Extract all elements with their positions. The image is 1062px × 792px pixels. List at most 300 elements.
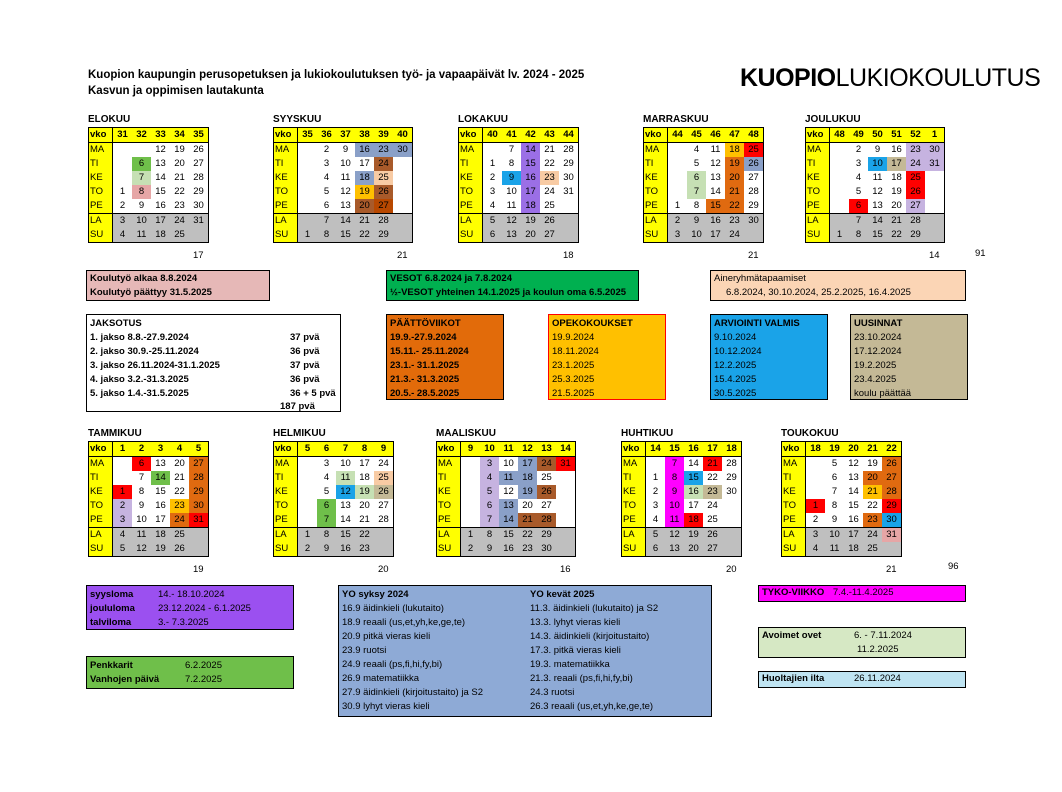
weekday-label: MA xyxy=(806,143,830,158)
day-cell: 2 xyxy=(119,200,126,211)
day-cell xyxy=(722,513,742,528)
day-cell: 26 xyxy=(193,144,204,155)
paattoviikot-items xyxy=(390,331,500,401)
day-cell: 11 xyxy=(506,200,517,211)
day-cell: 8 xyxy=(132,185,151,199)
day-cell: 11 xyxy=(825,542,844,557)
day-row-la xyxy=(806,214,945,229)
paattoviikot-box xyxy=(386,314,504,400)
weekday-label: TI xyxy=(806,157,830,171)
avoimet-date-1: 6. - 7.11.2024 xyxy=(854,630,912,641)
week-number: 41 xyxy=(502,128,521,143)
day-cell xyxy=(298,199,318,214)
weekday-label: TO xyxy=(89,185,113,199)
day-cell xyxy=(461,513,481,528)
week-number: 17 xyxy=(703,442,722,457)
day-cell: 31 xyxy=(563,186,574,197)
day-row-pe xyxy=(622,513,742,528)
day-cell xyxy=(461,485,481,499)
day-cell: 14 xyxy=(336,214,355,229)
weekday-label: PE xyxy=(274,199,298,214)
weekday-label: SU xyxy=(806,228,830,243)
day-cell: 5 xyxy=(831,458,838,469)
title-line-2: Kasvun ja oppimisen lautakunta xyxy=(88,85,264,97)
day-cell: 21 xyxy=(174,172,185,183)
day-cell xyxy=(113,171,133,185)
paattoviikko-date: 19.9.-27.9.2024 xyxy=(390,332,457,343)
penkkarit-box xyxy=(86,656,294,689)
day-cell: 21 xyxy=(355,214,374,229)
day-cell: 24 xyxy=(863,528,882,543)
day-row-to xyxy=(644,185,764,199)
day-cell xyxy=(925,228,945,243)
day-cell: 28 xyxy=(563,144,574,155)
arviointi-items xyxy=(714,331,824,401)
weekday-label: SU xyxy=(782,542,806,557)
day-cell: 21 xyxy=(174,472,185,483)
day-cell: 22 xyxy=(544,158,555,169)
day-cell xyxy=(882,542,902,557)
day-cell: 23 xyxy=(170,499,189,513)
day-cell: 15 xyxy=(336,228,355,243)
weekday-label: LA xyxy=(274,214,298,229)
day-cell: 26 xyxy=(374,485,394,499)
weekday-label: MA xyxy=(459,143,483,158)
title-line-1: Kuopion kaupungin perusopetuksen ja lukiokoulutuksen työ- ja vapaapäivät lv. 2024 - 2025 xyxy=(88,69,585,81)
day-cell: 28 xyxy=(906,214,925,229)
day-cell: 13 xyxy=(155,158,166,169)
weekday-label: MA xyxy=(89,143,113,158)
day-cell: 5 xyxy=(323,486,330,497)
day-cell: 3 xyxy=(323,458,330,469)
weekday-label: PE xyxy=(89,513,113,528)
day-cell: 12 xyxy=(665,528,684,543)
day-cell: 11 xyxy=(336,471,355,485)
day-cell: 22 xyxy=(707,472,718,483)
day-cell: 6 xyxy=(831,472,838,483)
weekday-label: TO xyxy=(644,185,668,199)
week-number-row xyxy=(274,442,394,457)
tyko-label: TYKO-VIIKKO xyxy=(762,587,825,598)
loma-dates: 14.- 18.10.2024 xyxy=(158,589,225,600)
week-number: 40 xyxy=(393,128,413,143)
day-cell: 3 xyxy=(113,513,133,528)
weekday-label: KE xyxy=(644,171,668,185)
uusinta-date: 19.2.2025 xyxy=(854,360,897,371)
day-cell: 25 xyxy=(906,171,925,185)
month-table xyxy=(436,441,576,557)
day-cell: 12 xyxy=(132,542,151,557)
yo-kevat-exam: 11.3. äidinkieli (lukutaito) ja S2 xyxy=(530,603,659,614)
yo-syksy-column xyxy=(342,588,530,714)
week-number: 14 xyxy=(556,442,576,457)
weekday-label: TO xyxy=(274,499,298,513)
day-cell: 2 xyxy=(812,514,819,525)
month-name: MAALISKUU xyxy=(436,428,496,439)
vesot-line-2: ½-VESOT yhteinen 14.1.2025 ja koulun oma 6.5.2025 xyxy=(390,287,627,298)
yo-kevat-items xyxy=(530,602,658,714)
day-cell: 3 xyxy=(855,158,862,169)
day-row-ke xyxy=(644,171,764,185)
day-cell: 24 xyxy=(537,457,556,472)
loma-name: syysloma xyxy=(90,589,134,600)
day-cell: 14 xyxy=(521,143,540,158)
day-cell: 29 xyxy=(563,158,574,169)
day-cell xyxy=(556,542,576,557)
day-cell: 21 xyxy=(359,514,370,525)
day-row-la xyxy=(89,528,209,543)
day-cell xyxy=(393,228,413,243)
day-cell: 8 xyxy=(508,158,515,169)
day-cell xyxy=(925,185,945,199)
day-cell xyxy=(559,228,579,243)
week-number: 9 xyxy=(461,442,481,457)
weekday-label: KE xyxy=(622,485,646,499)
week-label: vko xyxy=(437,442,461,457)
day-row-su xyxy=(622,542,742,557)
yo-syksy-exam: 30.9 lyhyt vieras kieli xyxy=(342,701,430,712)
week-number-row xyxy=(274,128,413,143)
day-cell: 16 xyxy=(848,514,859,525)
day-row-su xyxy=(782,542,902,557)
yo-syksy-exam: 27.9 äidinkieli (kirjoitustaito) ja S2 xyxy=(342,687,483,698)
day-cell: 27 xyxy=(193,158,204,169)
day-row-pe xyxy=(782,513,902,528)
day-cell: 12 xyxy=(155,144,166,155)
week-number: 11 xyxy=(499,442,518,457)
day-cell: 6 xyxy=(317,499,336,513)
yo-kevat-exam: 26.3 reaali (us,et,yh,ke,ge,te) xyxy=(530,701,654,712)
day-cell xyxy=(830,171,850,185)
week-number: 19 xyxy=(825,442,844,457)
huoltajien-label: Huoltajien ilta xyxy=(762,673,825,684)
day-cell: 7 xyxy=(132,171,151,185)
day-cell: 3 xyxy=(113,214,133,229)
jakso-label: 3. jakso 26.11.2024-31.1.2025 xyxy=(90,360,220,371)
vesot-line-1: VESOT 6.8.2024 ja 7.8.2024 xyxy=(390,273,513,284)
day-cell xyxy=(722,528,742,543)
day-cell: 11 xyxy=(132,228,151,243)
day-cell: 11 xyxy=(665,513,684,528)
yo-syksy-exam: 24.9 reaali (ps,fi,hi,fy,bi) xyxy=(342,659,443,670)
week-number: 21 xyxy=(863,442,882,457)
uusinta-date: 23.4.2025 xyxy=(854,374,897,385)
day-cell: 11 xyxy=(132,528,151,543)
day-cell: 31 xyxy=(189,214,209,229)
day-cell: 22 xyxy=(355,228,374,243)
day-cell: 30 xyxy=(537,542,556,557)
week-number-row xyxy=(782,442,902,457)
week-number-row xyxy=(622,442,742,457)
week-label: vko xyxy=(89,442,113,457)
day-row-su xyxy=(437,542,576,557)
week-number-row xyxy=(459,128,579,143)
day-cell: 5 xyxy=(483,214,503,229)
day-cell: 9 xyxy=(831,514,838,525)
day-cell: 4 xyxy=(855,172,862,183)
day-cell: 22 xyxy=(174,486,185,497)
day-cell: 9 xyxy=(480,542,499,557)
day-cell: 13 xyxy=(155,458,166,469)
yo-syksy-exam: 16.9 äidinkieli (lukutaito) xyxy=(342,603,444,614)
day-cell: 28 xyxy=(748,186,759,197)
week-number: 51 xyxy=(887,128,906,143)
weekday-label: PE xyxy=(459,199,483,214)
weekday-label: KE xyxy=(782,485,806,499)
day-cell: 3 xyxy=(652,500,659,511)
paattoviikot-title: PÄÄTTÖVIIKOT xyxy=(390,318,461,329)
jakso-days: 36 pvä xyxy=(290,374,320,385)
week-number: 32 xyxy=(132,128,151,143)
lomat-items xyxy=(90,588,290,630)
day-cell: 16 xyxy=(891,144,902,155)
day-cell: 31 xyxy=(556,457,576,472)
day-cell: 14 xyxy=(848,486,859,497)
day-cell xyxy=(556,485,576,499)
day-cell: 21 xyxy=(863,485,882,499)
month-name: TAMMIKUU xyxy=(88,428,142,439)
month-workday-count: 18 xyxy=(563,250,574,261)
day-cell: 27 xyxy=(748,172,759,183)
day-cell: 24 xyxy=(725,228,744,243)
opekokoukset-title: OPEKOKOUKSET xyxy=(552,318,633,329)
day-cell: 8 xyxy=(317,228,336,243)
yo-kevat-exam: 17.3. pitkä vieras kieli xyxy=(530,645,621,656)
jakso-days: 36 pvä xyxy=(290,346,320,357)
weekday-label: SU xyxy=(622,542,646,557)
weekday-label: KE xyxy=(89,485,113,499)
weekday-label: PE xyxy=(644,199,668,214)
day-row-la xyxy=(274,528,394,543)
day-row-to xyxy=(89,185,209,199)
weekday-label: PE xyxy=(89,199,113,214)
day-cell: 15 xyxy=(155,486,166,497)
uusinta-date: 23.10.2024 xyxy=(854,332,902,343)
week-number: 40 xyxy=(483,128,503,143)
day-cell: 25 xyxy=(374,471,394,485)
day-row-to xyxy=(437,499,576,513)
day-row-pe xyxy=(459,199,579,214)
week-number: 46 xyxy=(706,128,725,143)
day-cell: 30 xyxy=(193,200,204,211)
day-row-ma xyxy=(274,143,413,158)
day-cell: 15 xyxy=(521,157,540,171)
day-cell: 28 xyxy=(193,172,204,183)
week-number: 35 xyxy=(298,128,318,143)
day-cell: 31 xyxy=(882,528,902,543)
day-row-to xyxy=(806,185,945,199)
day-row-ke xyxy=(437,485,576,499)
weekday-label: TI xyxy=(89,157,113,171)
day-cell: 1 xyxy=(830,228,850,243)
day-cell xyxy=(668,143,688,158)
week-number: 7 xyxy=(336,442,355,457)
day-cell xyxy=(461,457,481,472)
day-cell: 8 xyxy=(138,486,145,497)
day-cell: 25 xyxy=(544,200,555,211)
opekokous-date: 21.5.2025 xyxy=(552,388,595,399)
day-cell: 23 xyxy=(540,171,559,185)
day-row-ti xyxy=(622,471,742,485)
day-cell: 31 xyxy=(189,513,209,528)
day-cell: 9 xyxy=(502,171,521,185)
week-number: 42 xyxy=(521,128,540,143)
day-cell xyxy=(393,185,413,199)
day-cell: 29 xyxy=(537,528,556,543)
day-row-la xyxy=(782,528,902,543)
weekday-label: SU xyxy=(274,542,298,557)
second-half-total: 96 xyxy=(948,561,959,572)
month-name: TOUKOKUU xyxy=(781,428,839,439)
day-cell xyxy=(668,157,688,171)
day-cell: 8 xyxy=(831,500,838,511)
day-cell xyxy=(830,143,850,158)
day-row-la xyxy=(459,214,579,229)
month-workday-count: 19 xyxy=(193,564,204,575)
day-cell: 19 xyxy=(355,485,374,499)
kuopio-logo xyxy=(740,64,1040,93)
day-cell: 29 xyxy=(748,200,759,211)
loma-dates: 23.12.2024 - 6.1.2025 xyxy=(158,603,251,614)
day-cell: 30 xyxy=(744,214,764,229)
loma-row xyxy=(90,616,290,630)
event-date: 6.2.2025 xyxy=(185,660,222,671)
day-cell xyxy=(556,513,576,528)
day-cell: 1 xyxy=(113,485,133,499)
day-cell: 27 xyxy=(906,199,925,214)
day-cell: 7 xyxy=(831,486,838,497)
month-name: MARRASKUU xyxy=(643,114,709,125)
jaksotus-rows xyxy=(90,331,337,401)
day-cell: 14 xyxy=(868,214,887,229)
weekday-label: TO xyxy=(89,499,113,513)
jakso-days: 36 + 5 pvä xyxy=(290,388,336,399)
day-cell: 3 xyxy=(806,528,826,543)
weekday-label: PE xyxy=(782,513,806,528)
month-workday-count: 21 xyxy=(748,250,759,261)
week-label: vko xyxy=(644,128,668,143)
day-cell: 10 xyxy=(340,458,351,469)
day-cell: 2 xyxy=(323,144,330,155)
day-row-ma xyxy=(274,457,394,472)
day-cell: 22 xyxy=(725,199,744,214)
weekday-label: TO xyxy=(274,185,298,199)
day-cell: 6 xyxy=(480,499,499,513)
day-cell: 21 xyxy=(725,185,744,199)
day-cell: 17 xyxy=(844,528,863,543)
day-cell xyxy=(298,171,318,185)
day-cell: 8 xyxy=(317,528,336,543)
yo-exams-box xyxy=(338,585,712,717)
day-cell: 26 xyxy=(882,457,902,472)
week-label: vko xyxy=(274,128,298,143)
day-cell xyxy=(830,157,850,171)
weekday-label: KE xyxy=(459,171,483,185)
paattoviikko-date: 23.1.- 31.1.2025 xyxy=(390,360,460,371)
week-label: vko xyxy=(782,442,806,457)
day-cell: 3 xyxy=(480,457,499,472)
month-table xyxy=(273,127,413,243)
day-cell: 24 xyxy=(906,157,925,171)
weekday-label: TI xyxy=(782,471,806,485)
opekokous-date: 23.1.2025 xyxy=(552,360,595,371)
day-row-ti xyxy=(644,157,764,171)
week-number: 18 xyxy=(806,442,826,457)
day-cell xyxy=(393,214,413,229)
day-cell: 16 xyxy=(336,542,355,557)
day-cell xyxy=(668,185,688,199)
day-cell xyxy=(806,485,826,499)
day-cell: 13 xyxy=(665,542,684,557)
event-name: Penkkarit xyxy=(90,660,133,671)
weekday-label: MA xyxy=(622,457,646,472)
day-row-ke xyxy=(274,171,413,185)
day-cell: 6 xyxy=(132,457,151,472)
huoltajien-box xyxy=(758,671,966,688)
day-cell: 6 xyxy=(849,199,868,214)
day-row-ti xyxy=(89,157,209,171)
day-row-pe xyxy=(274,513,394,528)
day-cell: 26 xyxy=(540,214,559,229)
day-cell xyxy=(806,471,826,485)
day-cell: 20 xyxy=(684,542,703,557)
day-cell: 27 xyxy=(374,199,393,214)
month-name: JOULUKUU xyxy=(805,114,861,125)
logo-light: LUKIOKOULUTUS xyxy=(835,64,1041,92)
day-cell: 20 xyxy=(359,500,370,511)
day-cell xyxy=(556,471,576,485)
day-cell: 6 xyxy=(687,171,706,185)
day-cell xyxy=(461,499,481,513)
day-row-pe xyxy=(89,513,209,528)
day-cell: 22 xyxy=(174,186,185,197)
jakso-row xyxy=(90,359,337,373)
day-cell: 25 xyxy=(744,143,764,158)
weekday-label: SU xyxy=(89,542,113,557)
yo-syksy-title: YO syksy 2024 xyxy=(342,589,409,600)
month-workday-count: 17 xyxy=(193,250,204,261)
day-row-su xyxy=(89,542,209,557)
day-cell xyxy=(298,457,318,472)
day-cell: 1 xyxy=(674,200,681,211)
day-cell: 16 xyxy=(684,485,703,499)
day-cell: 19 xyxy=(518,485,537,499)
day-cell: 14 xyxy=(688,458,699,469)
week-number: 48 xyxy=(744,128,764,143)
day-cell: 20 xyxy=(891,200,902,211)
loma-dates: 3.- 7.3.2025 xyxy=(158,617,209,628)
day-cell: 23 xyxy=(174,200,185,211)
day-cell: 29 xyxy=(374,228,393,243)
jakso-row xyxy=(90,331,337,345)
day-cell: 5 xyxy=(113,542,133,557)
day-cell: 12 xyxy=(340,186,351,197)
day-cell: 15 xyxy=(848,500,859,511)
day-cell: 11 xyxy=(872,172,883,183)
day-cell: 8 xyxy=(665,471,684,485)
weekday-label: TI xyxy=(644,157,668,171)
day-cell: 29 xyxy=(906,228,925,243)
day-cell: 18 xyxy=(521,199,540,214)
week-number: 5 xyxy=(189,442,209,457)
day-cell: 13 xyxy=(710,172,721,183)
week-number: 1 xyxy=(925,128,945,143)
day-cell: 15 xyxy=(684,471,703,485)
weekday-label: LA xyxy=(622,528,646,543)
day-row-su xyxy=(274,228,413,243)
day-cell: 17 xyxy=(359,158,370,169)
week-number: 4 xyxy=(170,442,189,457)
